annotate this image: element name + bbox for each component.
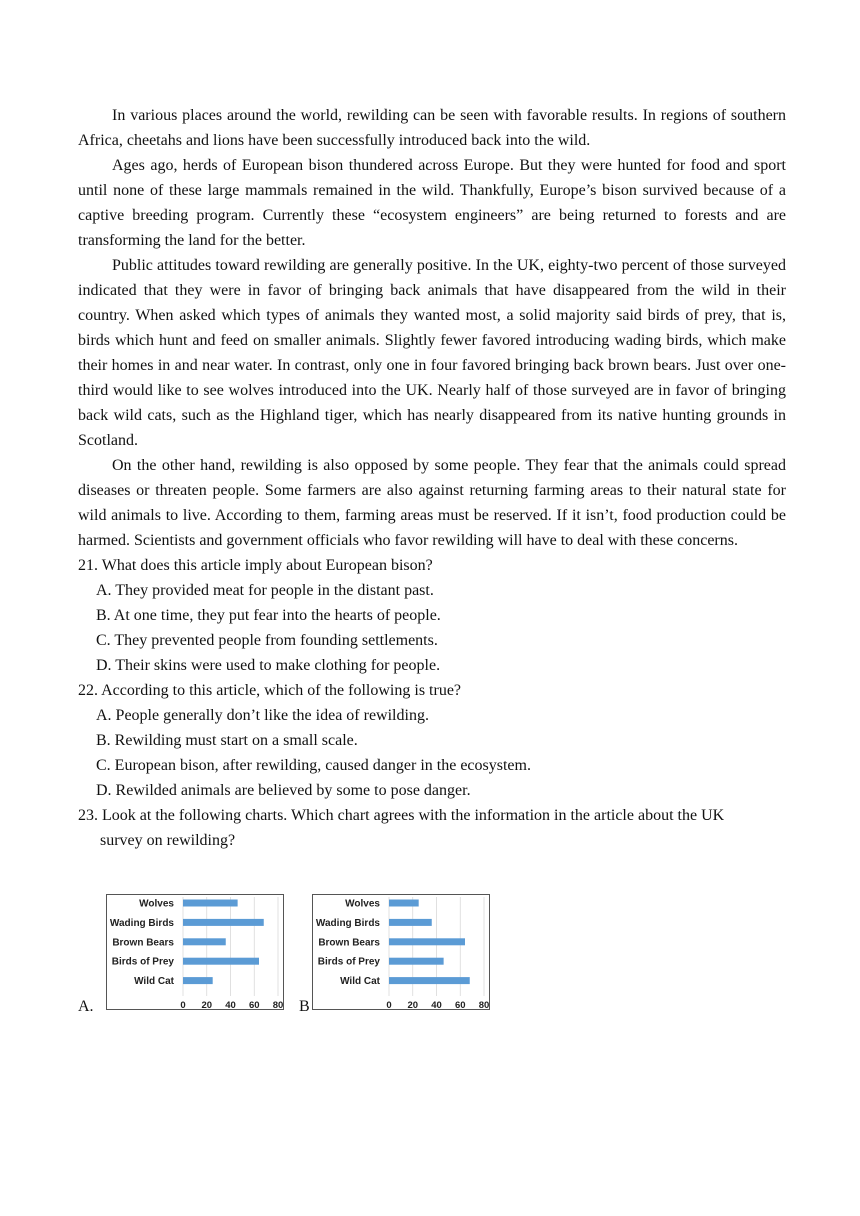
question-22 — [78, 678, 786, 803]
chart-frame — [313, 895, 490, 1010]
category-label: Wild Cat — [134, 976, 174, 988]
category-label: Brown Bears — [112, 937, 174, 949]
paragraph-3: Public attitudes toward rewilding are generally positive. In the UK, eighty-two percent of those surveyed indicated that they were in favor of bringing back animals that have disappeared from the wild in their country. When asked which types of animals they wanted most, a solid majority said birds of prey, that is, birds which hunt and feed on smaller animals. Slightly fewer favored introducing wading birds, which make their homes in and near water. In contrast, only one in four favored bringing back brown bears. Just over one-third would like to see wolves introduced into the UK. Nearly half of those surveyed are in favor of bringing back wild cats, such as the Highland tiger, which has nearly disappeared from its native hunting grounds in Scotland. — [78, 257, 786, 449]
x-tick-label: 20 — [201, 1000, 213, 1010]
x-tick-label: 0 — [386, 1000, 392, 1010]
bar — [183, 900, 238, 907]
bar — [183, 958, 259, 965]
x-tick-label: 20 — [407, 1000, 419, 1010]
question-21 — [78, 553, 786, 678]
x-tick-label: 80 — [478, 1000, 490, 1010]
question-stem: 21. What does this article imply about European bison? — [78, 557, 433, 574]
x-tick-label: 40 — [225, 1000, 236, 1010]
option-c: C. European bison, after rewilding, caused danger in the ecosystem. — [96, 757, 531, 774]
document-body — [78, 103, 786, 853]
bar — [389, 938, 465, 945]
question-stem: 23. Look at the following charts. Which chart agrees with the information in the article about the UK — [78, 807, 725, 824]
x-tick-label: 40 — [431, 1000, 442, 1010]
paragraph-1: In various places around the world, rewilding can be seen with favorable results. In regions of southern Africa, cheetahs and lions have been successfully introduced back into the wild. — [78, 107, 786, 149]
bar — [183, 977, 213, 984]
category-label: Wild Cat — [340, 976, 380, 988]
x-tick-label: 80 — [272, 1000, 284, 1010]
bar — [389, 977, 470, 984]
category-label: Birds of Prey — [111, 956, 174, 968]
bar — [389, 958, 444, 965]
question-stem-continued: survey on rewilding? — [100, 832, 236, 849]
bar — [183, 938, 226, 945]
option-b: B. At one time, they put fear into the hearts of people. — [96, 607, 441, 624]
question-stem: 22. According to this article, which of the following is true? — [78, 682, 462, 699]
question-23 — [78, 803, 786, 853]
chart-frame — [107, 895, 284, 1010]
option-a: A. People generally don’t like the idea of rewilding. — [96, 707, 429, 724]
option-b: B. Rewilding must start on a small scale. — [96, 732, 358, 749]
chart-a — [106, 894, 284, 1010]
category-label: Birds of Prey — [317, 956, 380, 968]
option-c: C. They prevented people from founding settlements. — [96, 632, 438, 649]
x-tick-label: 0 — [180, 1000, 186, 1010]
x-tick-label: 60 — [248, 1000, 260, 1010]
bar — [389, 900, 419, 907]
bar — [183, 919, 264, 926]
paragraph-4: On the other hand, rewilding is also opposed by some people. They fear that the animals could spread diseases or threaten people. Some farmers are also against returning farming areas to their natural state for wild animals to live. According to them, farming areas must be reserved. If it isn’t, food production could be harmed. Scientists and government officials who favor rewilding will have to deal with these concerns. — [78, 457, 786, 549]
x-tick-label: 60 — [454, 1000, 466, 1010]
category-label: Wading Birds — [315, 917, 380, 929]
category-label: Wading Birds — [109, 917, 174, 929]
chart-b — [312, 894, 490, 1010]
paragraph-2: Ages ago, herds of European bison thundered across Europe. But they were hunted for food and sport until none of these large mammals remained in the wild. Thankfully, Europe’s bison survived because of a captive breeding program. Currently these “ecosystem engineers” are being returned to forests and are transforming the land for the better. — [78, 157, 786, 249]
chart-b-label: B — [299, 998, 310, 1015]
category-label: Wolves — [139, 898, 174, 910]
option-a: A. They provided meat for people in the distant past. — [96, 582, 434, 599]
category-label: Brown Bears — [318, 937, 380, 949]
answer-charts — [78, 894, 498, 1018]
bar — [389, 919, 432, 926]
option-d: D. Rewilded animals are believed by some to pose danger. — [96, 782, 471, 799]
category-label: Wolves — [345, 898, 380, 910]
option-d: D. Their skins were used to make clothing for people. — [96, 657, 441, 674]
chart-a-label: A. — [78, 998, 94, 1015]
